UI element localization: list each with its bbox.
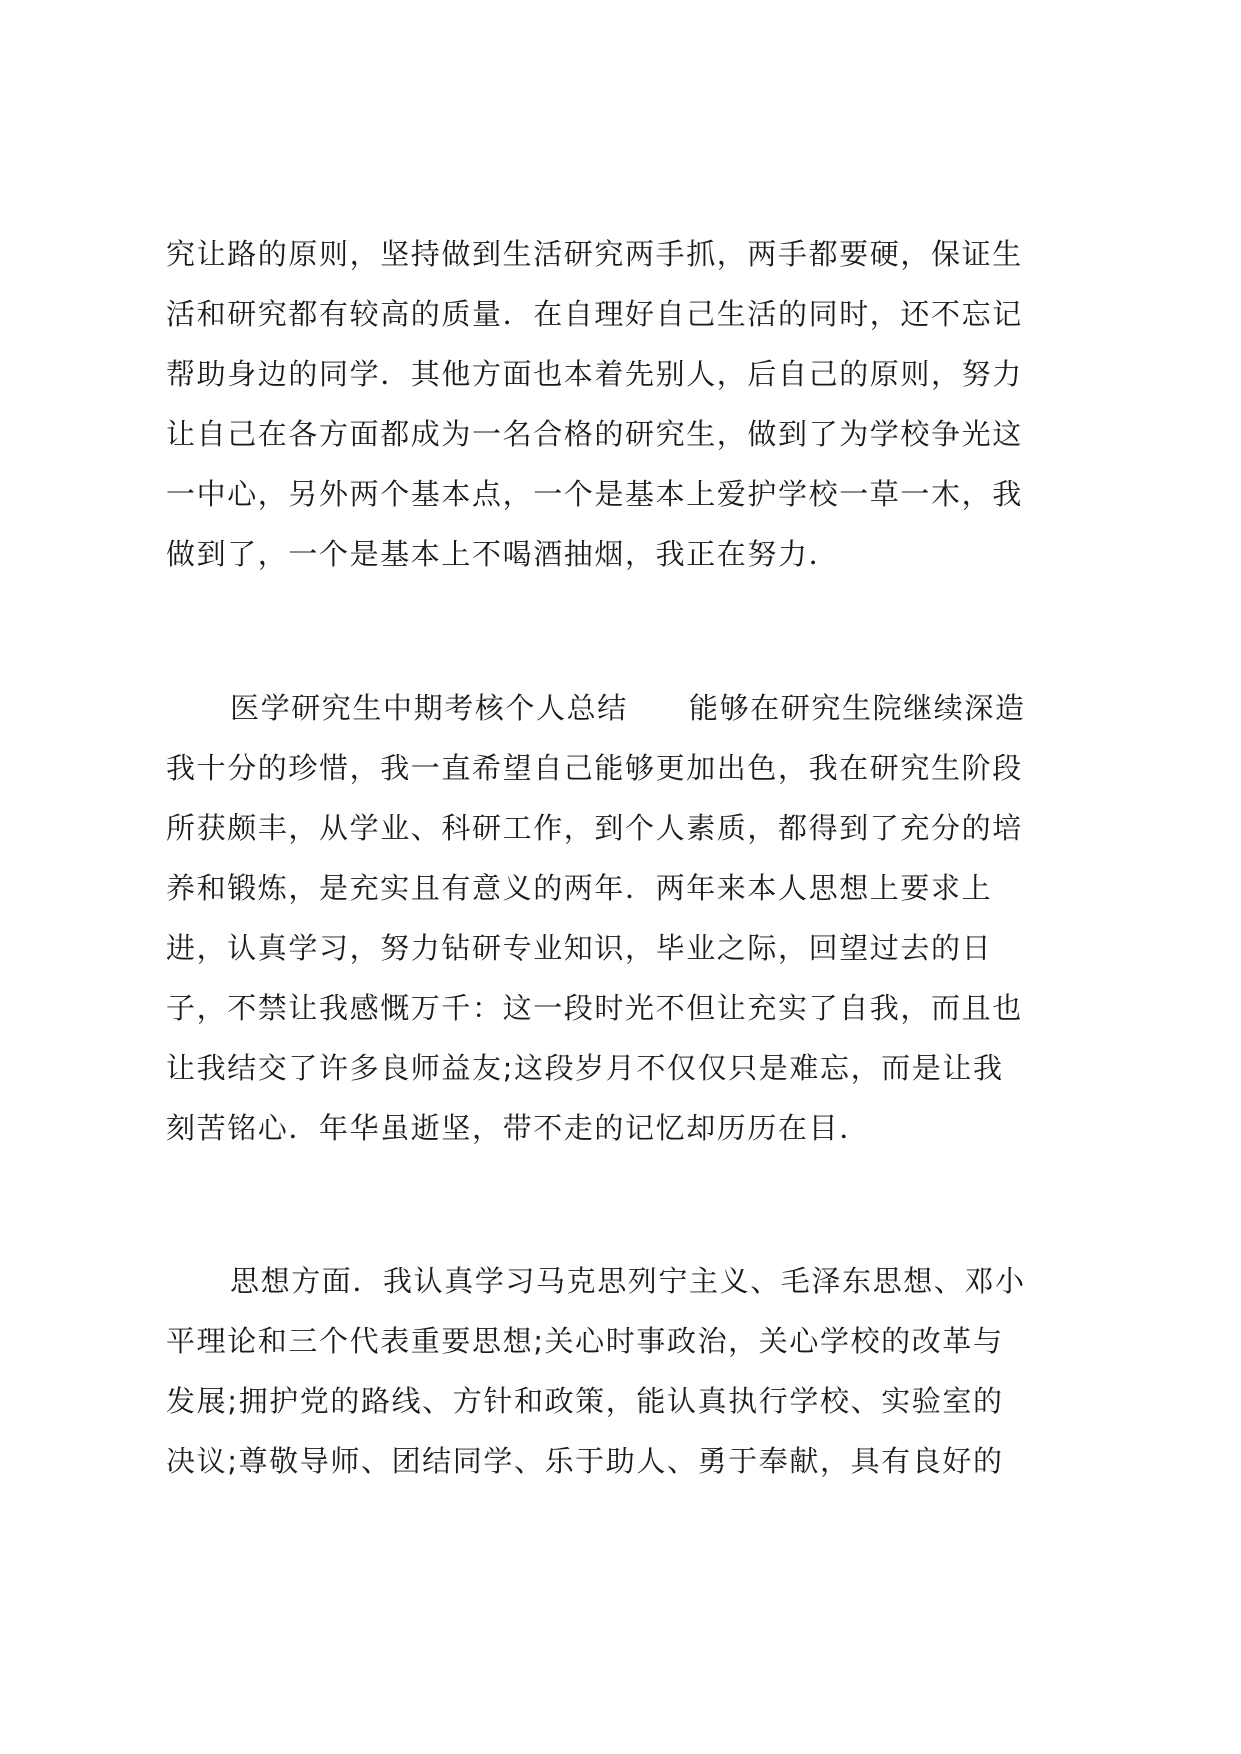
- paragraph-line: 决议;尊敬导师、团结同学、乐于助人、勇于奉献，具有良好的: [166, 1444, 1004, 1478]
- paragraph-line: 我十分的珍惜，我一直希望自己能够更加出色，我在研究生阶段: [166, 751, 1023, 785]
- paragraph-line: 所获颇丰，从学业、科研工作，到个人素质，都得到了充分的培: [166, 811, 1023, 845]
- paragraph-line: 活和研究都有较高的质量．在自理好自己生活的同时，还不忘记: [166, 297, 1023, 331]
- paragraph-line: 医学研究生中期考核个人总结 能够在研究生院继续深造: [230, 691, 1026, 725]
- paragraph-line: 子，不禁让我感慨万千：这一段时光不但让充实了自我，而且也: [166, 991, 1023, 1025]
- paragraph-line: 平理论和三个代表重要思想;关心时事政治，关心学校的改革与: [166, 1324, 1004, 1358]
- paragraph-line: 究让路的原则，坚持做到生活研究两手抓，两手都要硬，保证生: [166, 237, 1023, 271]
- paragraph-line: 刻苦铭心．年华虽逝坚，带不走的记忆却历历在目．: [166, 1111, 870, 1145]
- paragraph-3: [166, 1251, 1096, 1491]
- paragraph-line: 思想方面．我认真学习马克思列宁主义、毛泽东思想、邓小: [230, 1264, 1026, 1298]
- paragraph-2: [166, 678, 1096, 1158]
- paragraph-line: 一中心，另外两个基本点，一个是基本上爱护学校一草一木，我: [166, 477, 1023, 511]
- paragraph-line: 让我结交了许多良师益友;这段岁月不仅仅只是难忘，而是让我: [166, 1051, 1004, 1085]
- paragraph-line: 养和锻炼，是充实且有意义的两年．两年来本人思想上要求上: [166, 871, 993, 905]
- paragraph-line: 发展;拥护党的路线、方针和政策，能认真执行学校、实验室的: [166, 1384, 1004, 1418]
- paragraph-1: [166, 224, 1096, 584]
- paragraph-line: 让自己在各方面都成为一名合格的研究生，做到了为学校争光这: [166, 417, 1023, 451]
- paragraph-line: 帮助身边的同学．其他方面也本着先别人，后自己的原则，努力: [166, 357, 1023, 391]
- paragraph-line: 进，认真学习，努力钻研专业知识，毕业之际，回望过去的日: [166, 931, 993, 965]
- paragraph-line: 做到了，一个是基本上不喝酒抽烟，我正在努力．: [166, 537, 840, 571]
